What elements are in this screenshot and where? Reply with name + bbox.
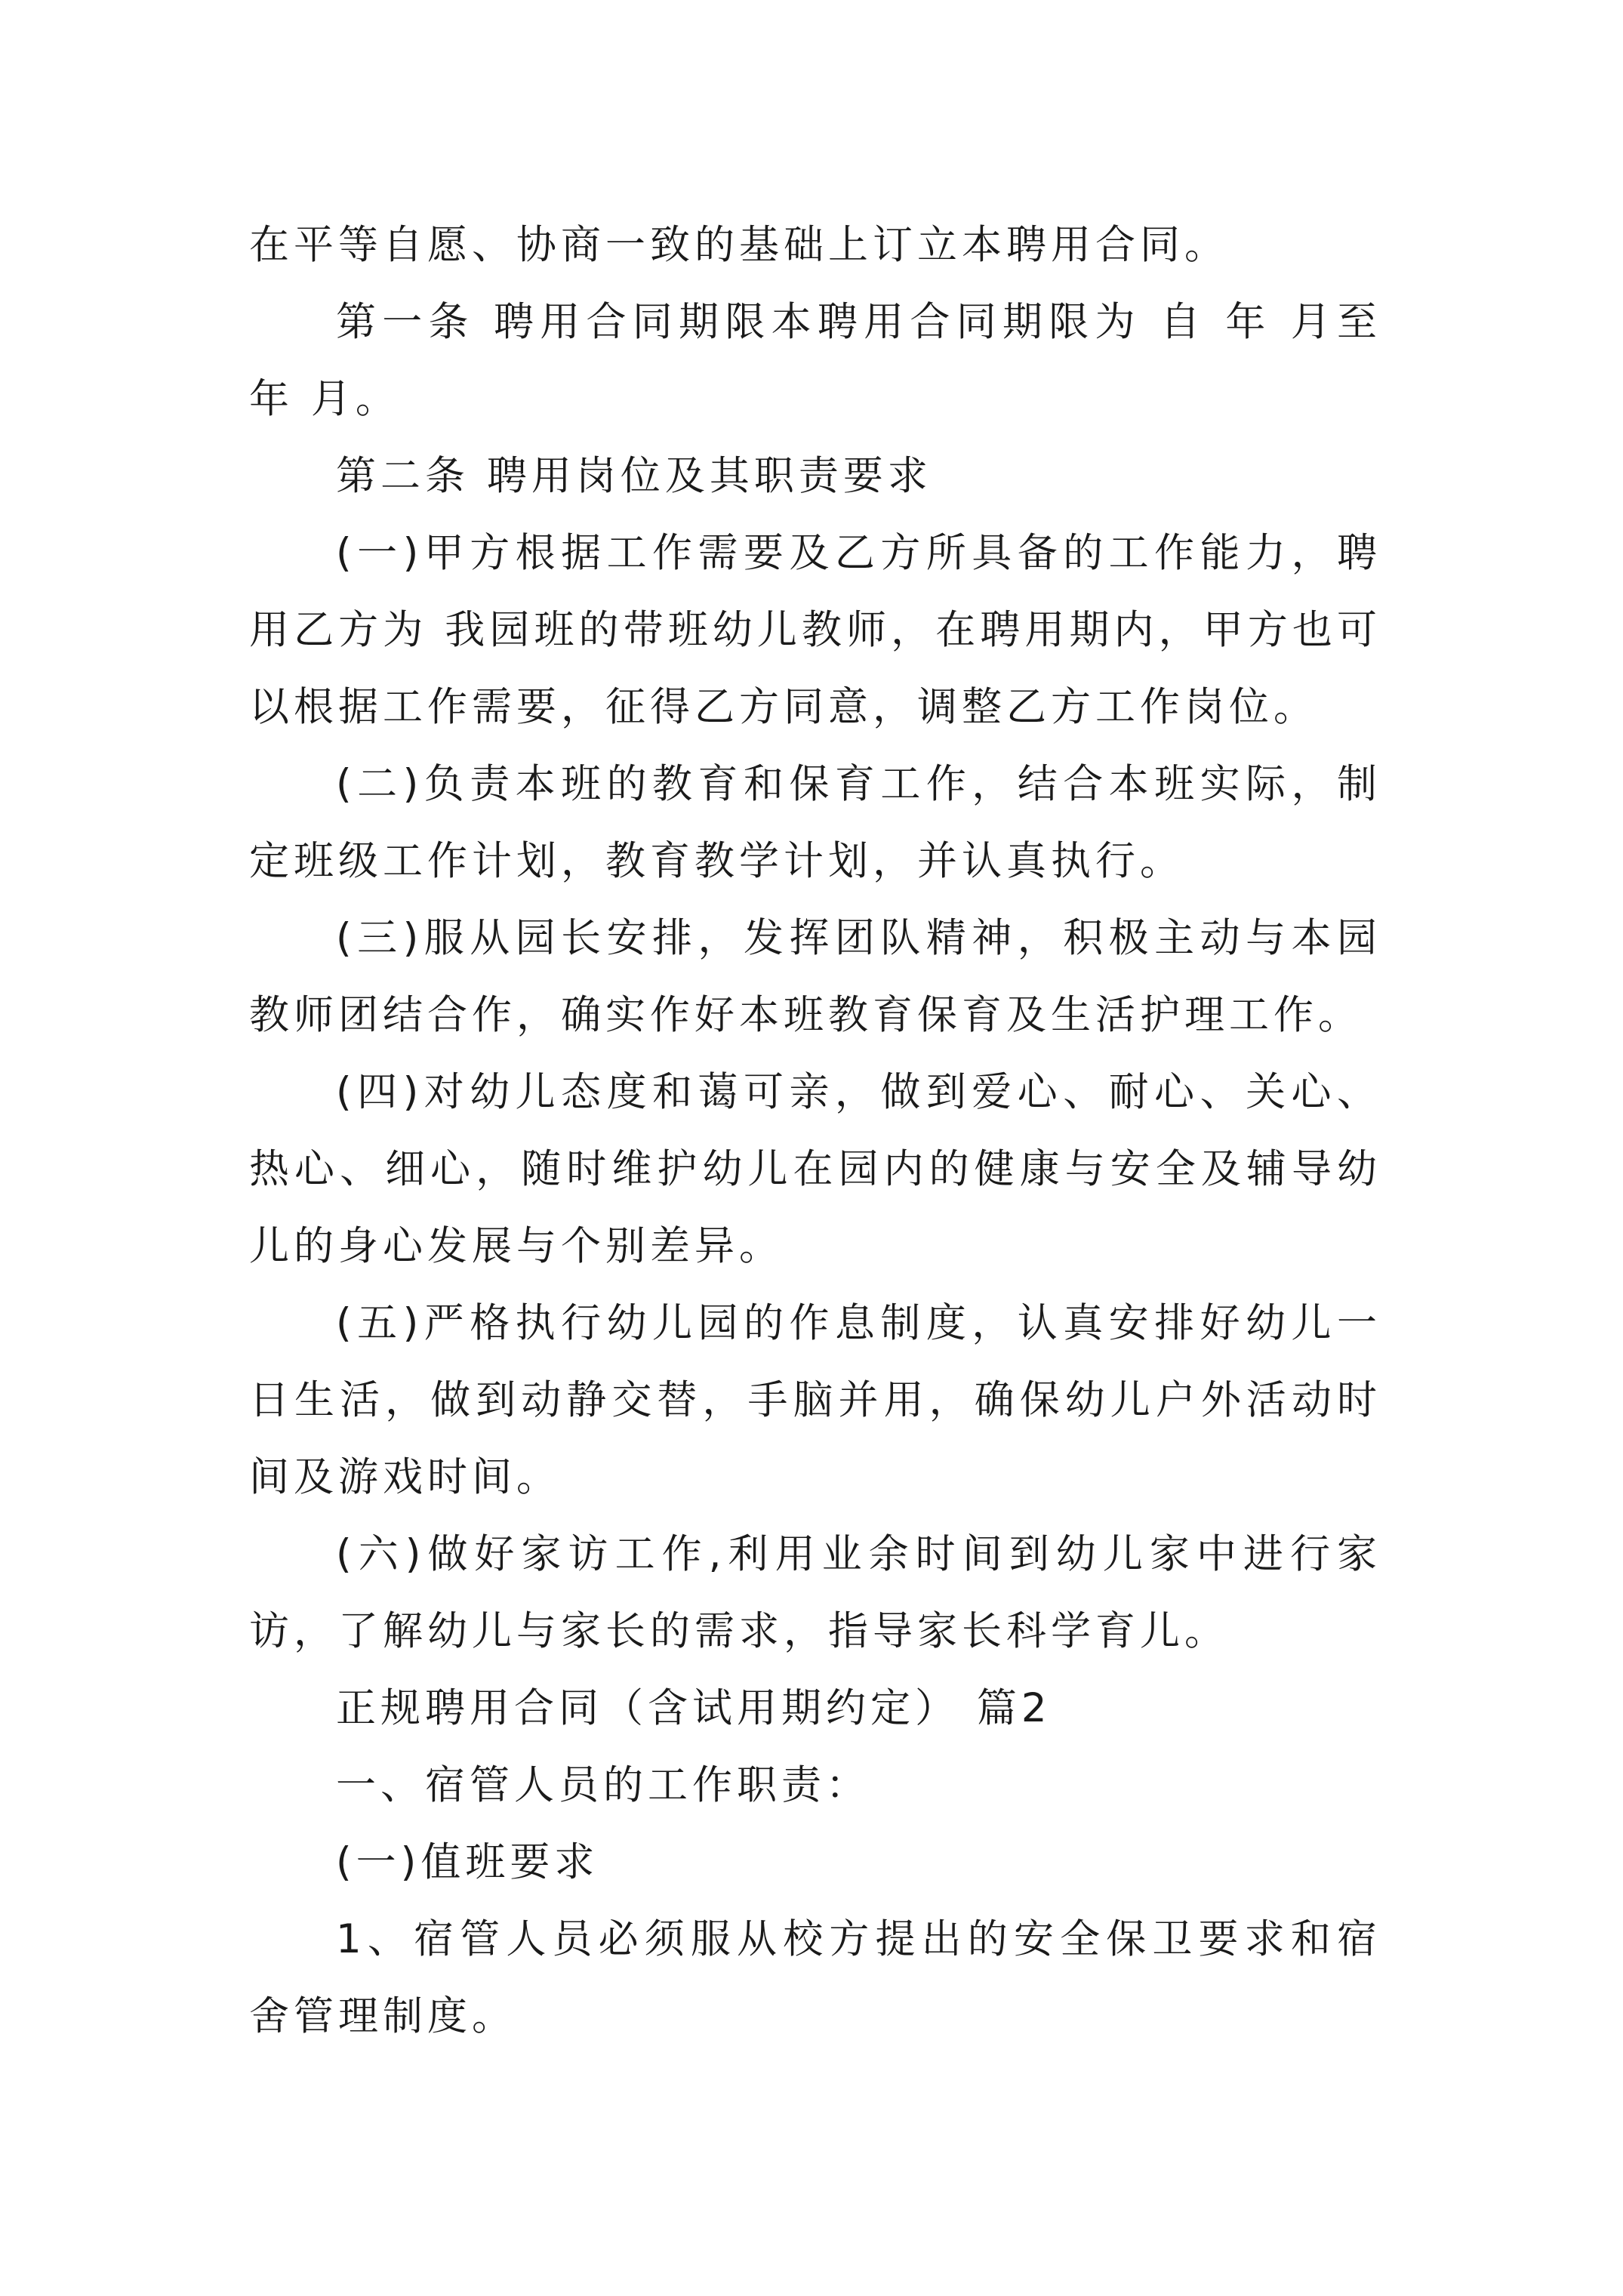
paragraph-item-2: (二)负责本班的教育和保育工作，结合本班实际，制定班级工作计划，教育教学计划，并认真执行。 (249, 761, 1381, 884)
paragraph-section-heading: 正规聘用合同（含试用期约定） 篇2 (336, 1685, 1052, 1731)
paragraph-intro: 在平等自愿、协商一致的基础上订立本聘用合同。 (249, 222, 1229, 268)
paragraph-article-1: 第一条 聘用合同期限本聘用合同期限为 自 年 月至 年 月。 (249, 299, 1381, 422)
paragraph-duty-subheading: (一)值班要求 (336, 1839, 599, 1885)
paragraph-article-2-heading: 第二条 聘用岗位及其职责要求 (336, 453, 932, 499)
paragraph-item-1: (一)甲方根据工作需要及乙方所具备的工作能力，聘用乙方为 我园班的带班幼儿教师，在聘用期内，甲方也可以根据工作需要，征得乙方同意，调整乙方工作岗位。 (249, 530, 1381, 730)
paragraph-item-3: (三)服从园长安排，发挥团队精神，积极主动与本园教师团结合作，确实作好本班教育保育及生活护理工作。 (249, 915, 1381, 1038)
paragraph-duty-1: 1、宿管人员必须服从校方提出的安全保卫要求和宿舍管理制度。 (249, 1916, 1381, 2039)
paragraph-item-6: (六)做好家访工作,利用业余时间到幼儿家中进行家访，了解幼儿与家长的需求，指导家长科学育儿。 (249, 1531, 1381, 1654)
document-body (249, 207, 1381, 2055)
paragraph-item-4: (四)对幼儿态度和蔼可亲，做到爱心、耐心、关心、热心、细心，随时维护幼儿在园内的健康与安全及辅导幼儿的身心发展与个别差异。 (249, 1069, 1381, 1269)
paragraph-item-5: (五)严格执行幼儿园的作息制度，认真安排好幼儿一日生活，做到动静交替，手脑并用，确保幼儿户外活动时间及游戏时间。 (249, 1300, 1381, 1500)
paragraph-duties-heading: 一、宿管人员的工作职责： (336, 1762, 870, 1808)
